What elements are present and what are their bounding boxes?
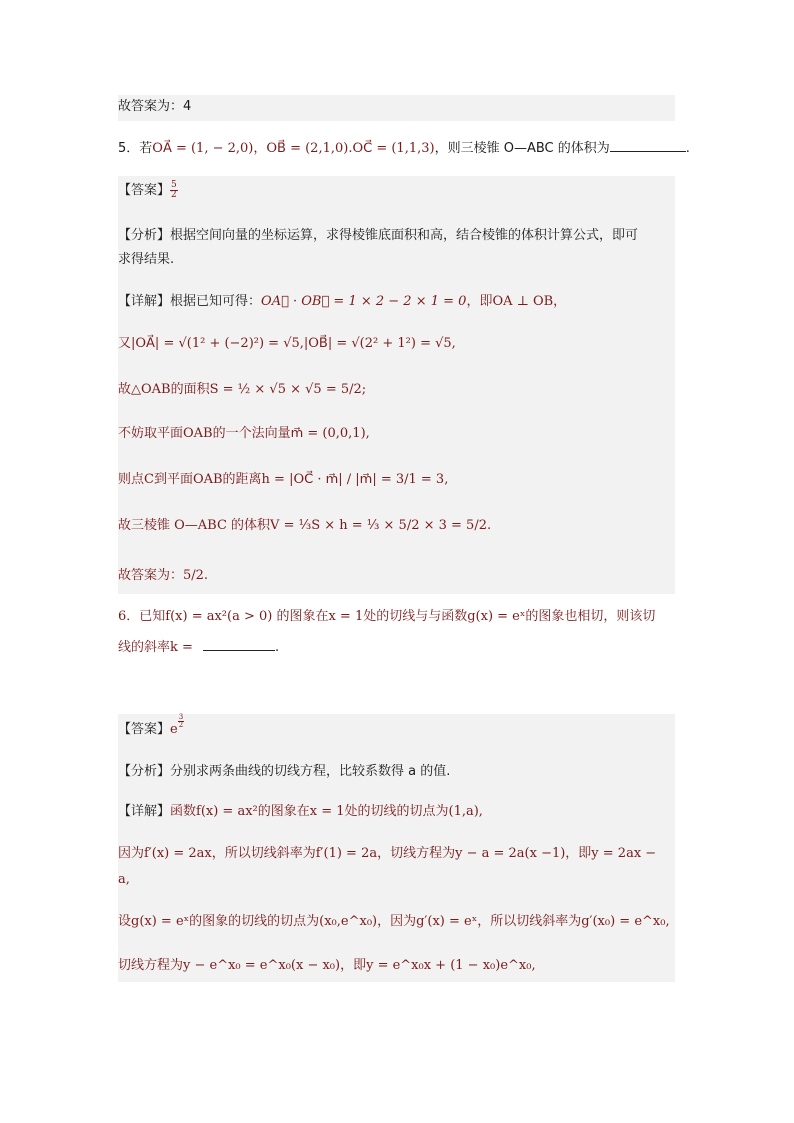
answer-blank[interactable] (203, 636, 275, 651)
fraction-denominator: 2 (171, 190, 177, 200)
detail-tag: 【详解】 (118, 294, 171, 309)
q5-stem (118, 137, 690, 159)
detail-tail: ，即OA ⊥ OB， (466, 294, 567, 309)
detail-math: OA⃗ · OB⃗ = 1 × 2 − 2 × 1 = 0 (261, 294, 467, 309)
q6-analysis-line (118, 762, 450, 782)
q6-detail-line5: 切线方程为y − e^x₀ = e^x₀(x − x₀)，即y = e^x₀x + (1 − x₀)e^x₀, (118, 958, 536, 973)
q5-detail-line2: 又|OA⃗| = √(1² + (−2)²) = √5,|OB⃗| = √(2² + 1²) = √5, (118, 336, 456, 351)
answer-tag: 【答案】 (118, 722, 171, 737)
answer-tag: 【答案】 (118, 183, 171, 198)
exponent-numerator: 3 (178, 713, 184, 721)
solution-block-q4-end (118, 95, 675, 121)
detail-text: 函数f(x) = ax²的图象在x = 1处的切线的切点为(1,a), (170, 804, 483, 819)
q5-detail-line4: 不妨取平面OAB的一个法向量m⃗ = (0,0,1), (118, 426, 370, 441)
q5-detail-line5: 则点C到平面OAB的距离h = |OC⃗ · m⃗| / |m⃗| = 3/1 = 3, (118, 472, 449, 487)
analysis-text: 根据空间向量的坐标运算，求得棱锥底面积和高，结合棱锥的体积计算公式，即可 (170, 228, 639, 243)
q5-conclusion: 故答案为：5/2. (118, 568, 209, 583)
q6-detail-line3: a, (118, 872, 130, 887)
answer-exponent (178, 714, 184, 729)
q5-answer-line (118, 181, 178, 201)
q6-stem-end: . (275, 640, 280, 655)
q6-stem-line1: 6．已知f(x) = ax²(a > 0) 的图象在x = 1处的切线与与函数g(x) = eˣ的图象也相切，则该切 (118, 609, 656, 624)
q6-detail-line2: 因为f′(x) = 2ax，所以切线斜率为f′(1) = 2a，切线方程为y − a = 2a(x −1)，即y = 2ax − (118, 846, 657, 861)
analysis-tag: 【分析】 (118, 228, 171, 243)
exponent-denominator: 2 (178, 721, 184, 729)
answer-fraction (170, 181, 178, 200)
answer-blank[interactable] (610, 137, 686, 152)
q5-stem-end: . (685, 141, 690, 156)
q5-stem-math: OA⃗ = (1, − 2,0)，OB⃗ = (2,1,0).OC⃗ = (1,1,3) (152, 141, 435, 156)
detail-tag: 【详解】 (118, 804, 171, 819)
q5-analysis-line1 (118, 226, 638, 246)
q5-analysis-line2: 求得结果. (118, 252, 175, 267)
q6-stem-line2 (118, 636, 279, 658)
detail-text: 根据已知可得： (170, 294, 262, 309)
q5-detail-line6: 故三棱锥 O—ABC 的体积V = ⅓S × h = ⅓ × 5/2 × 3 = 5/2. (118, 518, 492, 533)
answer-base: e (170, 722, 178, 737)
q6-answer-line (118, 713, 184, 740)
q6-stem-prefix: 线的斜率k = (118, 640, 193, 655)
q5-detail-line3: 故△OAB的面积S = ½ × √5 × √5 = 5/2; (118, 382, 367, 397)
q6-detail-line4: 设g(x) = eˣ的图象的切线的切点为(x₀,e^x₀)，因为g′(x) = eˣ，所以切线斜率为g′(x₀) = e^x₀, (118, 914, 670, 929)
q5-detail-line1 (118, 292, 566, 312)
q5-stem-prefix: 5．若 (118, 141, 153, 156)
q5-stem-suffix: ，则三棱锥 O—ABC 的体积为 (434, 141, 610, 156)
q6-detail-line1 (118, 802, 483, 822)
analysis-text: 分别求两条曲线的切线方程，比较系数得 a 的值. (170, 764, 451, 779)
analysis-tag: 【分析】 (118, 764, 171, 779)
fraction-numerator: 5 (171, 180, 177, 190)
q4-conclusion: 故答案为：4 (118, 99, 192, 114)
